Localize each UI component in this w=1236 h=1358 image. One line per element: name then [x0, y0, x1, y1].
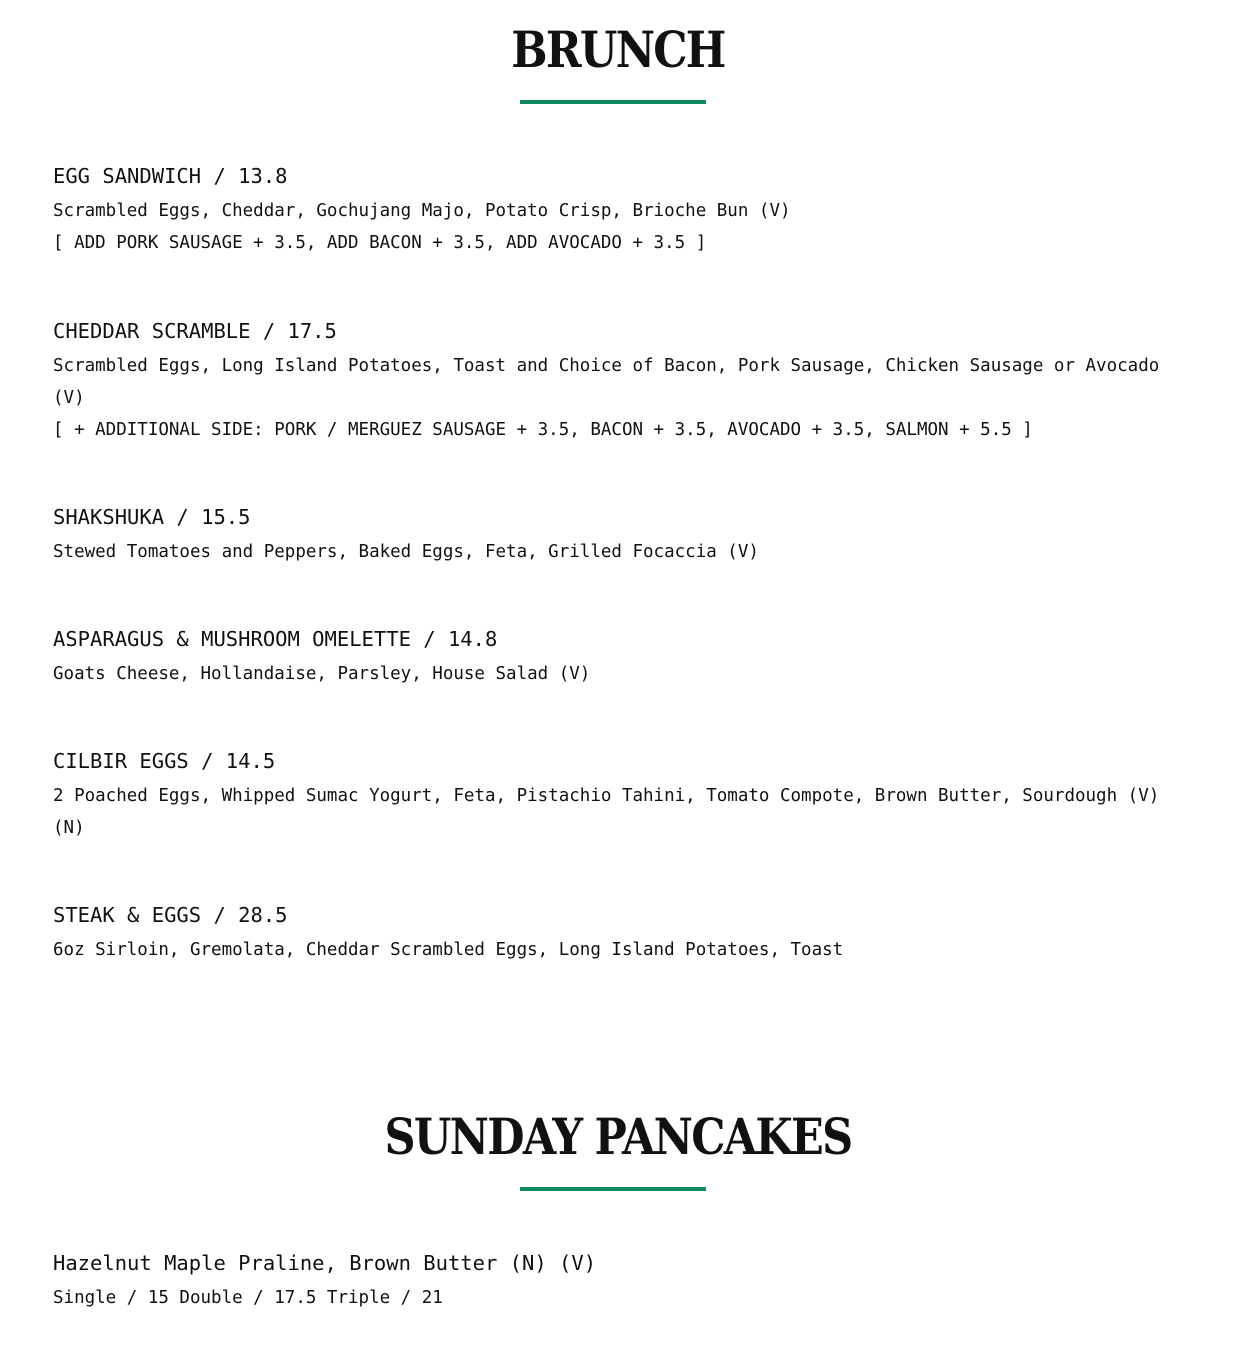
menu-item-cheddar-scramble: [53, 318, 1183, 446]
menu-item-cilbir-eggs: [53, 748, 1183, 844]
item-name: EGG SANDWICH / 13.8: [53, 164, 288, 188]
menu-item-steak-and-eggs: [53, 902, 1183, 966]
item-description: 6oz Sirloin, Gremolata, Cheddar Scrambled Eggs, Long Island Potatoes, Toast: [53, 940, 844, 960]
menu-item-egg-sandwich: [53, 163, 1183, 259]
item-name: CHEDDAR SCRAMBLE / 17.5: [53, 319, 337, 343]
item-name: ASPARAGUS & MUSHROOM OMELETTE / 14.8: [53, 627, 498, 651]
item-name: Hazelnut Maple Praline, Brown Butter (N) (V): [53, 1251, 597, 1275]
item-description: Scrambled Eggs, Long Island Potatoes, Toast and Choice of Bacon, Pork Sausage, Chicken Sausage or Avocado (V): [53, 356, 1160, 408]
menu-item-asparagus-omelette: [53, 626, 1183, 690]
item-addons: [ ADD PORK SAUSAGE + 3.5, ADD BACON + 3.5, ADD AVOCADO + 3.5 ]: [53, 233, 707, 253]
brunch-title-underline: [520, 100, 706, 104]
brunch-title: BRUNCH: [511, 20, 725, 79]
item-description: Goats Cheese, Hollandaise, Parsley, House Salad (V): [53, 664, 591, 684]
item-description: Scrambled Eggs, Cheddar, Gochujang Majo, Potato Crisp, Brioche Bun (V): [53, 201, 791, 221]
item-description: Single / 15 Double / 17.5 Triple / 21: [53, 1288, 443, 1308]
item-name: CILBIR EGGS / 14.5: [53, 749, 276, 773]
item-name: SHAKSHUKA / 15.5: [53, 505, 251, 529]
item-addons: [ + ADDITIONAL SIDE: PORK / MERGUEZ SAUSAGE + 3.5, BACON + 3.5, AVOCADO + 3.5, SALMON + 5.5 ]: [53, 420, 1033, 440]
sunday-pancakes-title-underline: [520, 1187, 706, 1191]
item-description: 2 Poached Eggs, Whipped Sumac Yogurt, Feta, Pistachio Tahini, Tomato Compote, Brown Butter, Sourdough (V) (N): [53, 786, 1160, 838]
item-description: Stewed Tomatoes and Peppers, Baked Eggs, Feta, Grilled Focaccia (V): [53, 542, 759, 562]
menu-item-shakshuka: [53, 504, 1183, 568]
sunday-pancakes-title: SUNDAY PANCAKES: [384, 1107, 852, 1166]
item-name: STEAK & EGGS / 28.5: [53, 903, 288, 927]
menu-item-pancakes: [53, 1250, 1183, 1314]
